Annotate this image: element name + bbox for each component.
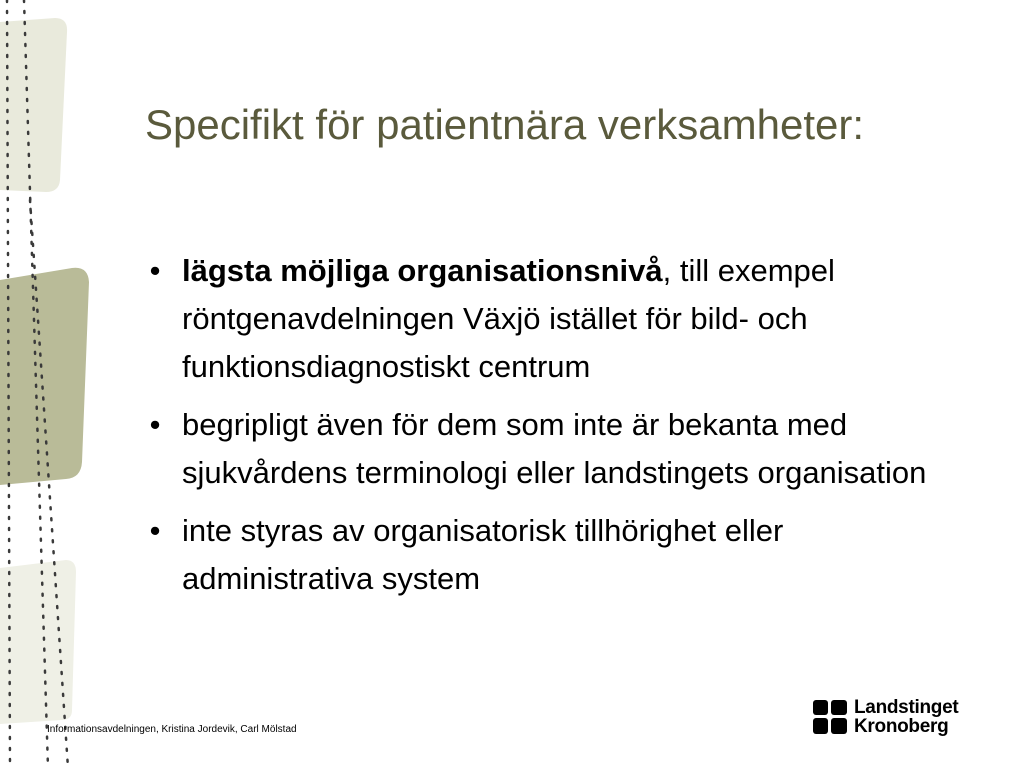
bullet-item-1 <box>140 247 940 391</box>
bullet-bold-text: lägsta möjliga organisationsnivå <box>182 253 663 288</box>
footer-credits: Informationsavdelningen, Kristina Jordevik, Carl Mölstad <box>47 724 297 735</box>
landstinget-logo <box>812 698 958 736</box>
bullet-text: inte styras av organisatorisk tillhörighet eller administrativa system <box>182 513 784 596</box>
bullet-list <box>140 247 940 613</box>
bullet-marker: • <box>149 253 161 288</box>
logo-line-2: Kronoberg <box>854 716 949 737</box>
bullet-text: , till exempel röntgenavdelningen Växjö istället för bild- och funktionsdiagnostiskt centrum <box>182 253 835 384</box>
landstinget-logo-icon <box>812 699 848 735</box>
bullet-item-3 <box>140 507 940 603</box>
deco-shape-top <box>0 18 67 192</box>
logo-text <box>854 698 958 736</box>
deco-shape-bottom <box>0 560 76 724</box>
bullet-text: begripligt även för dem som inte är bekanta med sjukvårdens terminologi eller landstingets organisation <box>182 407 927 490</box>
bullet-marker: • <box>149 407 161 442</box>
slide-title: Specifikt för patientnära verksamheter: <box>145 101 865 148</box>
deco-shape-middle <box>0 268 89 485</box>
bullet-item-2 <box>140 401 940 497</box>
logo-line-1: Landstinget <box>854 697 959 718</box>
bullet-marker: • <box>149 513 161 548</box>
decorative-sidebar <box>0 0 110 768</box>
